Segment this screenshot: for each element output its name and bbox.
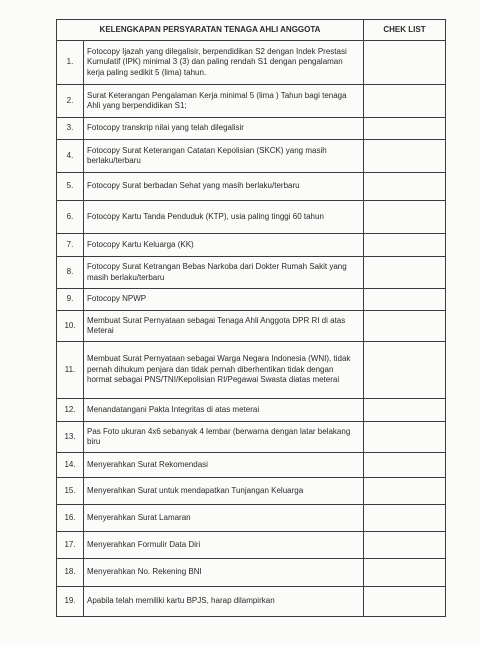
check-cell[interactable] — [364, 453, 446, 478]
row-number: 12. — [57, 399, 84, 422]
check-cell[interactable] — [364, 478, 446, 505]
table-row — [57, 311, 446, 342]
check-cell[interactable] — [364, 41, 446, 85]
requirements-table — [56, 19, 446, 617]
row-description: Pas Foto ukuran 4x6 sebanyak 4 lembar (berwarna dengan latar belakang biru — [84, 422, 364, 453]
check-cell[interactable] — [364, 140, 446, 173]
row-number: 11. — [57, 342, 84, 399]
table-row — [57, 478, 446, 505]
table-row — [57, 342, 446, 399]
check-cell[interactable] — [364, 587, 446, 617]
row-description: Fotocopy Surat berbadan Sehat yang masih berlaku/terbaru — [84, 173, 364, 201]
check-cell[interactable] — [364, 422, 446, 453]
row-description: Fotocopy Surat Keterangan Catatan Kepolisian (SKCK) yang masih berlaku/terbaru — [84, 140, 364, 173]
table-title: KELENGKAPAN PERSYARATAN TENAGA AHLI ANGGOTA — [57, 20, 364, 41]
table-row — [57, 453, 446, 478]
table-row — [57, 399, 446, 422]
row-number: 16. — [57, 505, 84, 532]
table-row — [57, 257, 446, 289]
row-description: Fotocopy transkrip nilai yang telah dilegalisir — [84, 118, 364, 140]
check-cell[interactable] — [364, 532, 446, 559]
row-description: Menyerahkan Surat Rekomendasi — [84, 453, 364, 478]
row-description: Fotocopy NPWP — [84, 289, 364, 311]
table-row — [57, 173, 446, 201]
row-number: 15. — [57, 478, 84, 505]
row-number: 5. — [57, 173, 84, 201]
row-number: 10. — [57, 311, 84, 342]
table-row — [57, 559, 446, 587]
row-number: 6. — [57, 201, 84, 234]
row-description: Apabila telah memiliki kartu BPJS, harap dilampirkan — [84, 587, 364, 617]
row-description: Fotocopy Kartu Tanda Penduduk (KTP), usia paling tinggi 60 tahun — [84, 201, 364, 234]
row-description: Menyerahkan Formulir Data Diri — [84, 532, 364, 559]
row-description: Fotocopy Kartu Keluarga (KK) — [84, 234, 364, 257]
row-number: 7. — [57, 234, 84, 257]
table-header-row — [57, 20, 446, 41]
row-number: 18. — [57, 559, 84, 587]
check-cell[interactable] — [364, 311, 446, 342]
row-number: 17. — [57, 532, 84, 559]
table-row — [57, 140, 446, 173]
check-cell[interactable] — [364, 234, 446, 257]
table-row — [57, 422, 446, 453]
row-description: Menyerahkan Surat untuk mendapatkan Tunjangan Keluarga — [84, 478, 364, 505]
row-number: 2. — [57, 85, 84, 118]
table-row — [57, 234, 446, 257]
table-row — [57, 289, 446, 311]
table-row — [57, 85, 446, 118]
table-row — [57, 505, 446, 532]
row-number: 8. — [57, 257, 84, 289]
table-row — [57, 41, 446, 85]
check-cell[interactable] — [364, 559, 446, 587]
check-cell[interactable] — [364, 173, 446, 201]
row-number: 19. — [57, 587, 84, 617]
check-cell[interactable] — [364, 201, 446, 234]
check-cell[interactable] — [364, 85, 446, 118]
table-row — [57, 201, 446, 234]
row-number: 9. — [57, 289, 84, 311]
row-description: Menandatangani Pakta Integritas di atas meterai — [84, 399, 364, 422]
row-description: Membuat Surat Pernyataan sebagai Warga Negara Indonesia (WNI), tidak pernah dihukum penjara dan tidak pernah diberhentikan tidak dengan hormat sebagai PNS/TNI/Kepolisian RI/Pegawai Swasta diatas meterai — [84, 342, 364, 399]
check-cell[interactable] — [364, 505, 446, 532]
check-list-header: CHEK LIST — [364, 20, 446, 41]
check-cell[interactable] — [364, 289, 446, 311]
row-number: 1. — [57, 41, 84, 85]
check-cell[interactable] — [364, 342, 446, 399]
check-cell[interactable] — [364, 118, 446, 140]
row-description: Membuat Surat Pernyataan sebagai Tenaga Ahli Anggota DPR RI di atas Meterai — [84, 311, 364, 342]
row-number: 14. — [57, 453, 84, 478]
row-number: 3. — [57, 118, 84, 140]
check-cell[interactable] — [364, 257, 446, 289]
row-number: 4. — [57, 140, 84, 173]
row-description: Surat Keterangan Pengalaman Kerja minimal 5 (lima ) Tahun bagi tenaga Ahli yang berpendidikan S1; — [84, 85, 364, 118]
row-description: Fotocopy Ijazah yang dilegalisir, berpendidikan S2 dengan Indek Prestasi Kumulatif (IPK) minimal 3 (3) dan paling rendah S1 dengan pengalaman kerja paling sedikit 5 (lima) tahun. — [84, 41, 364, 85]
table-row — [57, 118, 446, 140]
table-row — [57, 532, 446, 559]
check-cell[interactable] — [364, 399, 446, 422]
table-row — [57, 587, 446, 617]
row-description: Fotocopy Surat Ketrangan Bebas Narkoba dari Dokter Rumah Sakit yang masih berlaku/terbaru — [84, 257, 364, 289]
row-description: Menyerahkan Surat Lamaran — [84, 505, 364, 532]
row-description: Menyerahkan No. Rekening BNI — [84, 559, 364, 587]
row-number: 13. — [57, 422, 84, 453]
